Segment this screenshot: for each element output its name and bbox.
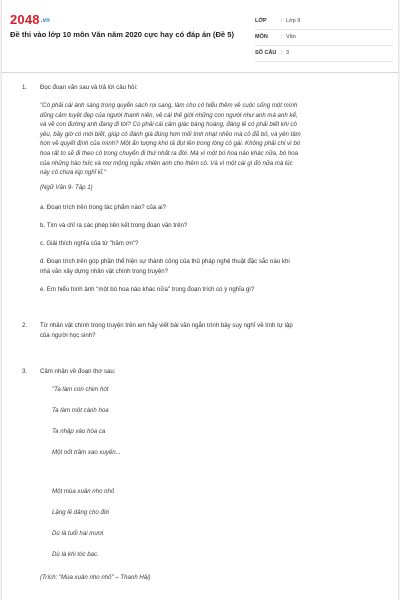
info-row-grade xyxy=(255,14,393,30)
info-value: Lớp 9 xyxy=(286,18,301,24)
question-prompt-line: Từ nhân vật chính trong truyện trên em hãy viết bài văn ngắn trình bày suy nghĩ về tính tự lập xyxy=(40,322,293,329)
passage-line: của những hào hức và mơ mộng ngẫu nhiên anh cho thêm cô. Và vì một cái gì đó nữa mà lúc xyxy=(40,159,293,167)
info-key: MÔN xyxy=(255,34,268,40)
document-page xyxy=(1,0,399,600)
sub-question-line: d. Đoạn trích trên góp phần thể hiện sự thành công của thủ pháp nghệ thuật đặc sắc nào khi xyxy=(40,258,290,265)
question-prompt: Cảm nhận về đoạn thơ sau: xyxy=(40,368,116,375)
sub-question-b xyxy=(40,221,372,231)
question-prompt-line: của người học sinh? xyxy=(40,331,96,339)
logo-suffix: .vn xyxy=(40,18,51,24)
document-header xyxy=(2,0,398,73)
passage-line: và về con đường anh đang đi tới? Có phải cái cảm giác bàng hoàng, đáng lẽ có phải biết khi cô xyxy=(40,121,297,129)
info-value: 3 xyxy=(286,50,290,56)
question-prompt: Đọc đoạn văn sau và trả lời câu hỏi: xyxy=(40,84,138,91)
question-number: 3. xyxy=(22,368,28,375)
poem-line: "Ta làm con chim hót xyxy=(52,386,109,393)
poem-source: (Trích: "Mùa xuân nho nhỏ" – Thanh Hải) xyxy=(40,574,151,581)
info-separator: : xyxy=(281,34,283,40)
sub-question-line: b. Tìm và chỉ ra các phép liên kết trong đoạn văn trên? xyxy=(40,222,188,229)
site-logo[interactable] xyxy=(10,12,50,27)
sub-question-a xyxy=(40,203,372,213)
passage-line: "Có phải cái ánh sáng trong quyển sách rọi sang, làm cho cô hiểu thêm về cuộc sống một mình xyxy=(40,102,298,109)
sub-question-e xyxy=(40,285,372,295)
poem-line: Ta làm một cành hoa xyxy=(52,407,109,414)
info-separator: : xyxy=(281,18,283,24)
info-table xyxy=(255,14,393,62)
question-number: 2. xyxy=(22,322,28,329)
poem-line: Dù là tuổi hai mươi xyxy=(52,530,104,537)
poem-line: Ta nhập vào hòa ca xyxy=(52,428,106,435)
sub-question-line: a. Đoạn trích trên trong tác phẩm nào? của ai? xyxy=(40,204,167,211)
logo-text: 2048 xyxy=(10,12,40,27)
sub-question-line: nhà văn xây dựng nhân vật chính trong truyện? xyxy=(40,267,169,275)
info-row-count xyxy=(255,46,393,62)
passage-line: yêu, bây giờ có mới biết, giúp cô đánh giá đúng hơn mối tình nhạt nhẽo mà cô đã bỏ, và yên tâm xyxy=(40,130,301,138)
info-key: SỐ CÂU xyxy=(255,50,277,56)
page-title: Đề thi vào lớp 10 môn Văn năm 2020 cực hay có đáp án (Đề 5) xyxy=(10,30,235,39)
info-value: Văn xyxy=(286,34,296,40)
info-key: LỚP xyxy=(255,18,267,24)
reading-passage xyxy=(40,101,372,178)
sub-question-c xyxy=(40,239,372,249)
question-prompt xyxy=(40,321,370,340)
poem-line: Dù là khi tóc bạc. xyxy=(52,551,99,558)
question-number: 1. xyxy=(22,84,28,91)
info-row-subject xyxy=(255,30,393,46)
passage-line: dũng cảm tuyệt đẹp của người thanh niên, về cái thế giới những con người như anh mà anh kể, xyxy=(40,111,298,119)
sub-question-line: c. Giải thích nghĩa của từ "hăm ơn"? xyxy=(40,240,139,247)
info-separator: : xyxy=(281,50,283,56)
passage-line: hoa rất to sẽ đi theo cô trong chuyến đi thứ nhất ra đời. Mà vì một bó hoa nào khác nữa, bó hoa xyxy=(40,149,299,157)
poem-line: Lặng lẽ dâng cho đời xyxy=(52,509,109,516)
sub-question-d xyxy=(40,257,372,276)
sub-question-line: e. Em hiểu hình ảnh "một bó hoa nào khác nữa" trong đoạn trích có ý nghĩa gì? xyxy=(40,286,255,293)
poem-line: Một nốt trầm xao xuyến... xyxy=(52,449,121,456)
passage-line: hơn về quyết định của mình? Một ấn tượng khó tả đọt lên trong lòng cô gái. Không phải chỉ vì bó xyxy=(40,140,301,148)
passage-line: này cô chưa kịp nghĩ kĩ." xyxy=(40,169,106,177)
poem-line: Một mùa xuân nho nhỏ xyxy=(52,488,115,495)
passage-source: (Ngữ Văn 9- Tập 1) xyxy=(40,184,93,191)
